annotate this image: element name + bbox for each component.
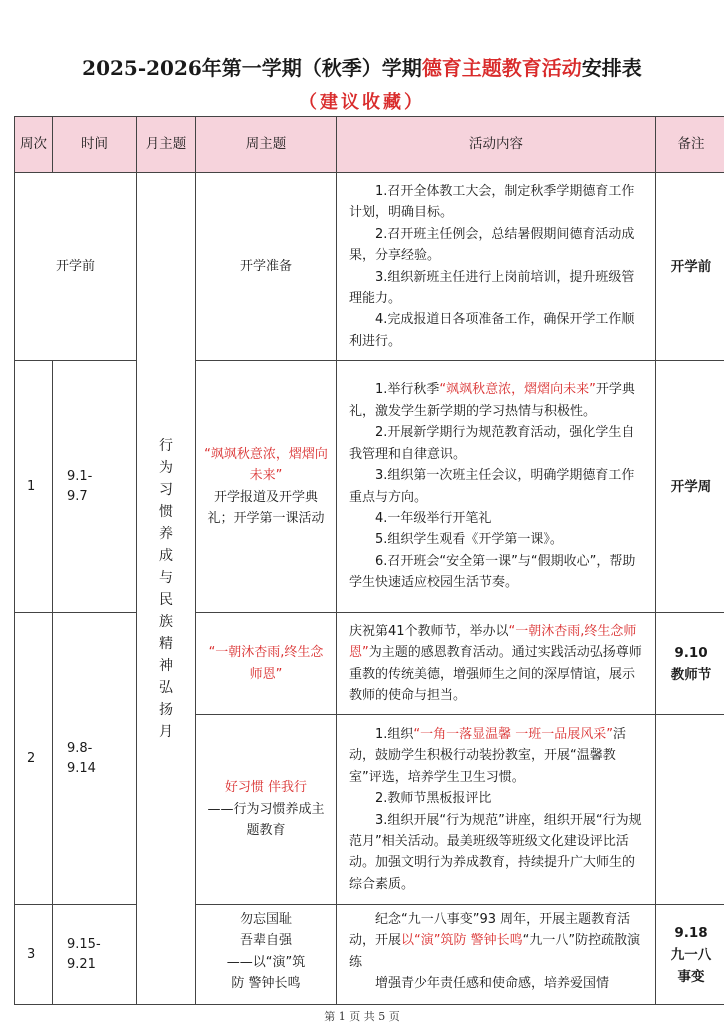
list-item: 5.组织学生观看《开学第一课》。 xyxy=(375,532,563,548)
week1-time: 9.1- 9.7 xyxy=(53,361,137,613)
week2b-theme-slogan: 好习惯 伴我行 xyxy=(224,780,308,796)
week2a-theme: “一朝沐杏雨,终生念师恩” xyxy=(196,613,337,715)
week1-number: 1 xyxy=(15,361,53,613)
pre-label: 开学前 xyxy=(15,173,137,361)
table-row-week1 xyxy=(15,361,724,613)
list-item: 3.组织第一次班主任会议，明确学期德育工作重点与方向。 xyxy=(349,468,635,505)
header-row xyxy=(15,117,724,173)
list-item: 1.召开全体教工大会，制定秋季学期德育工作计划，明确目标。 xyxy=(349,183,635,221)
week1-slogan-inline: “飒飒秋意浓，熠熠向未来” xyxy=(439,382,596,398)
list-item: 4.完成报道日各项准备工作，确保开学工作顺利进行。 xyxy=(349,312,635,349)
week3-slogan-inline: 以“演”筑防 警钟长鸣 xyxy=(401,933,523,949)
page-subtitle: （建议收藏） xyxy=(299,92,425,113)
week2a-slogan-inline: “一朝沐杏雨,终生念师恩” xyxy=(349,623,637,661)
week1-theme-slogan: “飒飒秋意浓，熠熠向未来” xyxy=(204,446,328,484)
list-item: 2.召开班主任例会，总结暑假期间德育活动成果，分享经验。 xyxy=(349,226,635,264)
list-item: 3.组织开展“行为规范”讲座，组织开展“行为规范月”相关活动。最美班级等班级文化建设评比活动。加强文明行为养成教育，持续提升广大师生的综合素质。 xyxy=(349,812,642,892)
list-item: 2.教师节黑板报评比 xyxy=(375,791,492,807)
week2-time: 9.8- 9.14 xyxy=(53,613,137,905)
header-week: 周次 xyxy=(15,117,53,173)
month-theme-text: 行为习惯养成与民族精神弘扬月 xyxy=(159,437,173,740)
header-content: 活动内容 xyxy=(337,117,656,173)
list-item: 庆祝第41个教师节，举办以“一朝沐杏雨,终生念师恩”为主题的感恩教育活动。通过实践活动弘扬尊师重教的传统美德，增强师生之间的深厚情谊，展示教师的使命与担当。 xyxy=(349,623,642,703)
week2b-note xyxy=(656,715,724,905)
week2b-theme-desc: ——行为习惯养成主题教育 xyxy=(207,801,325,839)
week1-theme xyxy=(196,361,337,613)
schedule-table xyxy=(14,116,724,1005)
week1-note: 开学周 xyxy=(656,361,724,613)
week2a-content xyxy=(337,613,656,715)
week3-note: 9.18 九一八 事变 xyxy=(656,905,724,1005)
week2b-content xyxy=(337,715,656,905)
pre-content xyxy=(337,173,656,361)
list-item: 1.组织“一角一落显温馨 一班一品展风采”活动，鼓励学生积极行动装扮教室，开展“温馨教室”评选，培养学生卫生习惯。 xyxy=(349,726,627,785)
table-row-week2a xyxy=(15,613,724,715)
week3-number: 3 xyxy=(15,905,53,1005)
table-row-pre xyxy=(15,173,724,361)
week1-theme-desc: 开学报道及开学典礼；开学第一课活动 xyxy=(207,489,325,526)
month-theme-cell xyxy=(137,173,196,1005)
page-footer: 第 1 页 共 5 页 xyxy=(324,1010,400,1023)
list-item: 增强青少年责任感和使命感，培养爱国情 xyxy=(375,976,610,992)
header-week-theme: 周主题 xyxy=(196,117,337,173)
pre-note: 开学前 xyxy=(656,173,724,361)
list-item: 3.组织新班主任进行上岗前培训，提升班级管理能力。 xyxy=(349,269,635,306)
week2a-note: 9.10 教师节 xyxy=(656,613,724,715)
header-time: 时间 xyxy=(53,117,137,173)
week3-content xyxy=(337,905,656,1005)
week2b-slogan-inline: “一角一落显温馨 一班一品展风采” xyxy=(413,726,614,742)
page-title: 2025-2026年第一学期（秋季）学期德育主题教育活动安排表 xyxy=(82,56,642,80)
table-row-week3 xyxy=(15,905,724,1005)
week3-time: 9.15- 9.21 xyxy=(53,905,137,1005)
week1-content xyxy=(337,361,656,613)
header-month-theme: 月主题 xyxy=(137,117,196,173)
header-note: 备注 xyxy=(656,117,724,173)
week2b-theme xyxy=(196,715,337,905)
list-item: 4.一年级举行开笔礼 xyxy=(375,510,492,526)
week3-theme: 勿忘国耻 吾辈自强 ——以“演”筑 防 警钟长鸣 xyxy=(196,905,337,1005)
list-item: 2.开展新学期行为规范教育活动，强化学生自我管理和自律意识。 xyxy=(349,425,635,462)
pre-theme: 开学准备 xyxy=(196,173,337,361)
list-item: 纪念“九一八事变”93 周年，开展主题教育活动，开展以“演”筑防 警钟长鸣“九一八”防控疏散演练 xyxy=(349,912,641,970)
list-item: 6.召开班会“安全第一课”与“假期收心”，帮助学生快速适应校园生活节奏。 xyxy=(349,553,636,591)
list-item: 1.举行秋季“飒飒秋意浓，熠熠向未来”开学典礼，激发学生新学期的学习热情与积极性。 xyxy=(349,382,635,419)
week2-number: 2 xyxy=(15,613,53,905)
